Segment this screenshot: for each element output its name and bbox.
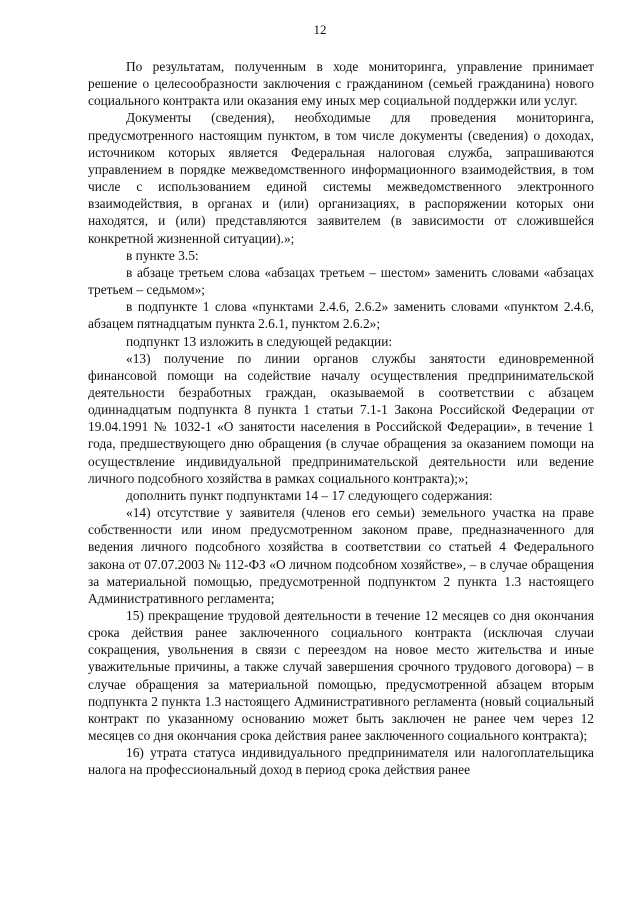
paragraph: дополнить пункт подпунктами 14 – 17 следующего содержания:: [126, 487, 493, 503]
paragraph: По результатам, полученным в ходе мониторинга, управление принимает решение о целесообразности заключения с гражданином (семьей гражданина) нового социального контракта или оказания ему иных мер социальной поддержки или услуг.: [88, 59, 594, 109]
paragraph: в подпункте 1 слова «пунктами 2.4.6, 2.6.2» заменить словами «пунктом 2.4.6, абзацем пятнадцатым пункта 2.6.1, пунктом 2.6.2»;: [88, 299, 594, 332]
paragraph: 16) утрата статуса индивидуального предпринимателя или налогоплательщика налога на профессиональный доход в период срока действия ранее: [88, 745, 594, 778]
document-body: [88, 58, 594, 779]
paragraph: 15) прекращение трудовой деятельности в течение 12 месяцев со дня окончания срока действия ранее заключенного социального контракта (исключая случаи сокращения, увольнения в связи с переездом на новое место жительства и иные уважительные причины, а также случай завершения срочного трудового договора) – в случае обращения за материальной помощью, предусмотренной абзацем вторым подпункта 2 пункта 1.3 настоящего Административного регламента (новый социальный контракт по указанному основанию может быть заключен не ранее чем через 12 месяцев со дня окончания срока действия ранее заключенного социального контракта);: [88, 608, 594, 744]
paragraph: Документы (сведения), необходимые для проведения мониторинга, предусмотренного настоящим пунктом, в том числе документы (сведения) о доходах, источником которых является Федеральная налоговая служба, запрашиваются управлением в порядке межведомственного информационного взаимодействия, в том числе с использованием единой системы межведомственного электронного взаимодействия, в органах и (или) организациях, в распоряжении которых они находятся, и (или) представляются заявителем (в зависимости от сложившейся конкретной жизненной ситуации).»;: [88, 110, 594, 246]
paragraph: «13) получение по линии органов службы занятости единовременной финансовой помощи на содействие началу осуществления предпринимательской деятельности безработных граждан, оказываемой в соответствии с абзацем одиннадцатым подпункта 8 пункта 1 статьи 7.1-1 Закона Российской Федерации от 19.04.1991 № 1032-1 «О занятости населения в Российской Федерации», в течение 1 года, предшествующего дню обращения (в случае обращения за оказанием помощи на осуществление индивидуальной предпринимательской деятельности или ведение личного подсобного хозяйства в рамках социального контракта);»;: [88, 350, 594, 486]
paragraph: «14) отсутствие у заявителя (членов его семьи) земельного участка на праве собственности или ином предусмотренном законом праве, предназначенного для ведения личного подсобного хозяйства в соответствии со статьей 4 Федерального закона от 07.07.2003 № 112-ФЗ «О личном подсобном хозяйстве», – в случае обращения за материальной помощью, предусмотренной подпунктом 2 пункта 1.3 настоящего Административного регламента;: [88, 505, 594, 606]
page-number: 12: [313, 22, 327, 37]
paragraph: в пункте 3.5:: [126, 247, 199, 263]
paragraph: подпункт 13 изложить в следующей редакции:: [126, 333, 393, 349]
paragraph: в абзаце третьем слова «абзацах третьем – шестом» заменить словами «абзацах третьем – седьмом»;: [88, 264, 594, 298]
